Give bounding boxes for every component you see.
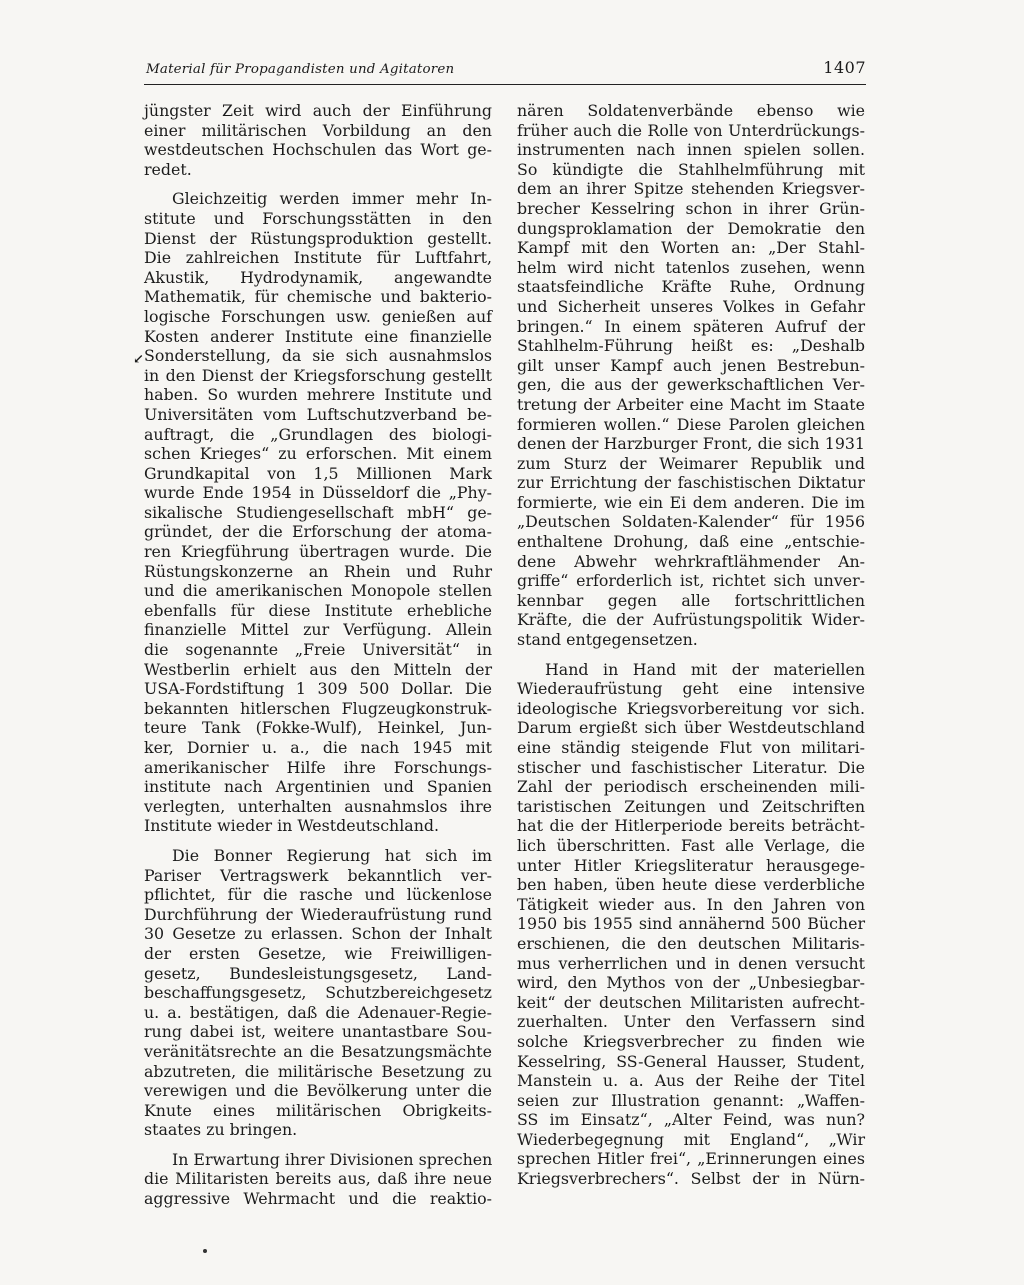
text-line: staatsfeindliche Kräfte Ruhe, Ordnung — [517, 277, 865, 297]
text-line: die Militaristen bereits aus, daß ihre neue — [144, 1169, 492, 1189]
text-line: Durchführung der Wiederaufrüstung rund — [144, 904, 492, 924]
text-line: enthaltene Drohung, daß eine „entschie- — [517, 532, 865, 552]
text-line: Knute eines militärischen Obrigkeits- — [144, 1100, 492, 1120]
text-line: verewigen und die Bevölkerung unter die — [144, 1081, 492, 1101]
text-line: 1950 bis 1955 sind annähernd 500 Bücher — [517, 914, 865, 934]
text-line: gesetz, Bundesleistungsgesetz, Land- — [144, 963, 492, 983]
text-line: zur Errichtung der faschistischen Diktatur — [517, 473, 865, 493]
text-line: Universitäten vom Luftschutzverband be- — [144, 404, 492, 424]
text-line: zuerhalten. Unter den Verfassern sind — [517, 1012, 865, 1032]
text-line: Sonderstellung, da sie sich ausnahmslos — [144, 346, 492, 366]
text-line: Hand in Hand mit der materiellen — [545, 659, 865, 679]
text-line: Stahlhelm-Führung heißt es: „Deshalb — [517, 336, 865, 356]
text-line: „Deutschen Soldaten-Kalender“ für 1956 — [517, 512, 865, 532]
text-line: Die Bonner Regierung hat sich im — [172, 845, 492, 865]
text-line: u. a. bestätigen, daß die Adenauer-Regie- — [144, 1002, 492, 1022]
text-line: Rüstungskonzerne an Rhein und Ruhr — [144, 561, 492, 581]
text-line: ker, Dornier u. a., die nach 1945 mit — [144, 738, 492, 757]
paragraph — [144, 1150, 492, 1209]
text-line: ben haben, üben heute diese verderbliche — [517, 875, 865, 895]
text-line: 30 Gesetze zu erlassen. Schon der Inhalt — [144, 924, 492, 944]
text-line: Westberlin erhielt aus den Mitteln der — [144, 659, 492, 679]
text-line: So kündigte die Stahlhelmführung mit — [517, 159, 865, 179]
text-line: sikalische Studiengesellschaft mbH“ ge- — [144, 502, 492, 522]
text-line: amerikanischer Hilfe ihre Forschungs- — [144, 757, 492, 777]
text-line: jüngster Zeit wird auch der Einführung — [144, 101, 492, 120]
text-line: wurde Ende 1954 in Düsseldorf die „Phy- — [144, 483, 492, 503]
paragraph — [517, 101, 865, 650]
text-line: Kesselring, SS-General Hausser, Student, — [517, 1051, 865, 1071]
text-line: seien zur Illustration genannt: „Waffen- — [517, 1090, 865, 1110]
text-line: Grundkapital von 1,5 Millionen Mark — [144, 463, 492, 483]
text-line: westdeutschen Hochschulen das Wort ge- — [144, 140, 492, 160]
text-line: früher auch die Rolle von Unterdrückungs- — [517, 120, 865, 140]
text-line: Zahl der periodisch erscheinenden mili- — [517, 777, 865, 797]
text-line: dungsproklamation der Demokratie den — [517, 218, 865, 238]
text-line: tretung der Arbeiter eine Macht im Staate — [517, 394, 865, 414]
page-number: 1407 — [823, 58, 866, 77]
text-line: griffe“ erforderlich ist, richtet sich unver- — [517, 571, 865, 591]
text-line: ebenfalls für diese Institute erhebliche — [144, 600, 492, 620]
paragraph — [517, 660, 865, 1189]
paragraph — [144, 846, 492, 1140]
text-line: teure Tank (Fokke-Wulf), Heinkel, Jun- — [144, 718, 492, 738]
text-line: ren Kriegführung übertragen wurde. Die — [144, 542, 492, 562]
text-line: dem an ihrer Spitze stehenden Kriegsver- — [517, 179, 865, 199]
text-line: verlegten, unterhalten ausnahmslos ihre — [144, 796, 492, 816]
text-line: beschaffungsgesetz, Schutzbereichgesetz — [144, 983, 492, 1003]
text-line: stischer und faschistischer Literatur. Die — [517, 757, 865, 777]
text-line: gilt unser Kampf auch jenen Bestrebun- — [517, 355, 865, 375]
text-line: Mathematik, für chemische und bakterio- — [144, 287, 492, 307]
text-line: aggressive Wehrmacht und die reaktio- — [144, 1189, 492, 1209]
text-line: institute nach Argentinien und Spanien — [144, 777, 492, 797]
text-line: ideologische Kriegsvorbereitung vor sich. — [517, 698, 865, 718]
left-column — [144, 101, 492, 1219]
text-line: abzutreten, die militärische Besetzung zu — [144, 1061, 492, 1081]
text-line: gen, die aus der gewerkschaftlichen Ver- — [517, 375, 865, 395]
text-line: kennbar gegen alle fortschrittlichen — [517, 590, 865, 610]
text-line: formierte, wie ein Ei dem anderen. Die im — [517, 492, 865, 512]
text-line: USA-Fordstiftung 1 309 500 Dollar. Die — [144, 679, 492, 699]
text-line: Kampf mit den Worten an: „Der Stahl- — [517, 238, 865, 258]
text-line: bekannten hitlerschen Flugzeugkonstruk- — [144, 698, 492, 718]
text-line: SS im Einsatz“, „Alter Feind, was nun? — [517, 1110, 865, 1130]
text-line: Kräfte, die der Aufrüstungspolitik Wider- — [517, 610, 865, 630]
text-line: solche Kriegsverbrecher zu finden wie — [517, 1031, 865, 1051]
text-line: haben. So wurden mehrere Institute und — [144, 385, 492, 405]
text-line: taristischen Zeitungen und Zeitschriften — [517, 796, 865, 816]
paragraph — [144, 101, 492, 179]
ink-speck — [203, 1249, 207, 1253]
header-rule — [144, 84, 866, 85]
text-line: stitute und Forschungsstätten in den — [144, 208, 492, 228]
text-line: Institute wieder in Westdeutschland. — [144, 816, 440, 836]
text-line: unter Hitler Kriegsliteratur herausgege- — [517, 855, 865, 875]
text-line: Gleichzeitig werden immer mehr In- — [172, 189, 492, 209]
text-line: Wiederaufrüstung geht eine intensive — [517, 679, 865, 699]
text-line: mus verherrlichen und in denen versucht — [517, 953, 865, 973]
text-line: rung dabei ist, weitere unantastbare Sou- — [144, 1022, 492, 1042]
text-line: der ersten Gesetze, wie Freiwilligen- — [144, 943, 492, 963]
text-line: denen der Harzburger Front, die sich 1931 — [517, 434, 865, 454]
text-line: eine ständig steigende Flut von militari- — [517, 738, 865, 757]
text-line: schen Krieges“ zu erforschen. Mit einem — [144, 444, 492, 464]
paragraph — [144, 189, 492, 836]
text-line: veränitätsrechte an die Besatzungsmächte — [144, 1041, 492, 1061]
text-line: In Erwartung ihrer Divisionen sprechen — [172, 1149, 493, 1169]
text-line: Pariser Vertragswerk bekanntlich ver- — [144, 865, 492, 885]
page-header — [144, 58, 866, 86]
right-column — [517, 101, 865, 1199]
text-line: erschienen, die den deutschen Militaris- — [517, 933, 865, 953]
text-line: die sogenannte „Freie Universität“ in — [144, 640, 492, 660]
text-line: gründet, der die Erforschung der atoma- — [144, 522, 492, 542]
text-line: logische Forschungen usw. genießen auf — [144, 306, 492, 326]
text-line: einer militärischen Vorbildung an den — [144, 120, 492, 140]
text-line: Die zahlreichen Institute für Luftfahrt, — [144, 248, 492, 268]
text-line: dene Abwehr wehrkraftlähmender An- — [517, 551, 865, 571]
text-line: zum Sturz der Weimarer Republik und — [517, 453, 865, 473]
text-line: Manstein u. a. Aus der Reihe der Titel — [517, 1071, 865, 1091]
text-line: keit“ der deutschen Militaristen aufrecht- — [517, 992, 865, 1012]
text-line: sprechen Hitler frei“, „Erinnerungen eines — [517, 1149, 865, 1169]
text-line: staates zu bringen. — [144, 1120, 298, 1140]
text-line: Kriegsverbrechers“. Selbst der in Nürn- — [517, 1169, 865, 1189]
text-line: stand entgegensetzen. — [517, 630, 698, 650]
text-line: Kosten anderer Institute eine finanzielle — [144, 326, 492, 346]
text-line: brecher Kesselring schon in ihrer Grün- — [517, 198, 865, 218]
text-line: und Sicherheit unseres Volkes in Gefahr — [517, 296, 865, 316]
text-line: bringen.“ In einem späteren Aufruf der — [517, 316, 865, 336]
text-line: instrumenten nach innen spielen sollen. — [517, 140, 865, 160]
text-line: Wiederbegegnung mit England“, „Wir — [517, 1129, 865, 1149]
text-line: lich überschritten. Fast alle Verlage, die — [517, 835, 865, 855]
text-line: helm wird nicht tatenlos zusehen, wenn — [517, 257, 865, 277]
text-line: redet. — [144, 159, 192, 179]
text-line: und die amerikanischen Monopole stellen — [144, 581, 492, 601]
text-line: hat die der Hitlerperiode bereits beträcht- — [517, 816, 865, 836]
text-line: nären Soldatenverbände ebenso wie — [517, 101, 865, 120]
text-line: Tätigkeit wieder aus. In den Jahren von — [517, 894, 865, 914]
text-line: auftragt, die „Grundlagen des biologi- — [144, 424, 492, 444]
margin-mark: ↙ — [133, 352, 144, 367]
text-line: pflichtet, für die rasche und lückenlose — [144, 885, 492, 905]
text-line: formieren wollen.“ Diese Parolen gleichen — [517, 414, 865, 434]
text-line: Dienst der Rüstungsproduktion gestellt. — [144, 228, 492, 248]
text-line: wird, den Mythos von der „Unbesiegbar- — [517, 973, 865, 993]
text-line: in den Dienst der Kriegsforschung gestellt — [144, 365, 492, 385]
text-line: finanzielle Mittel zur Verfügung. Allein — [144, 620, 492, 640]
running-head: Material für Propagandisten und Agitatoren — [146, 62, 455, 77]
text-line: Darum ergießt sich über Westdeutschland — [517, 718, 865, 738]
text-line: Akustik, Hydrodynamik, angewandte — [144, 267, 492, 287]
